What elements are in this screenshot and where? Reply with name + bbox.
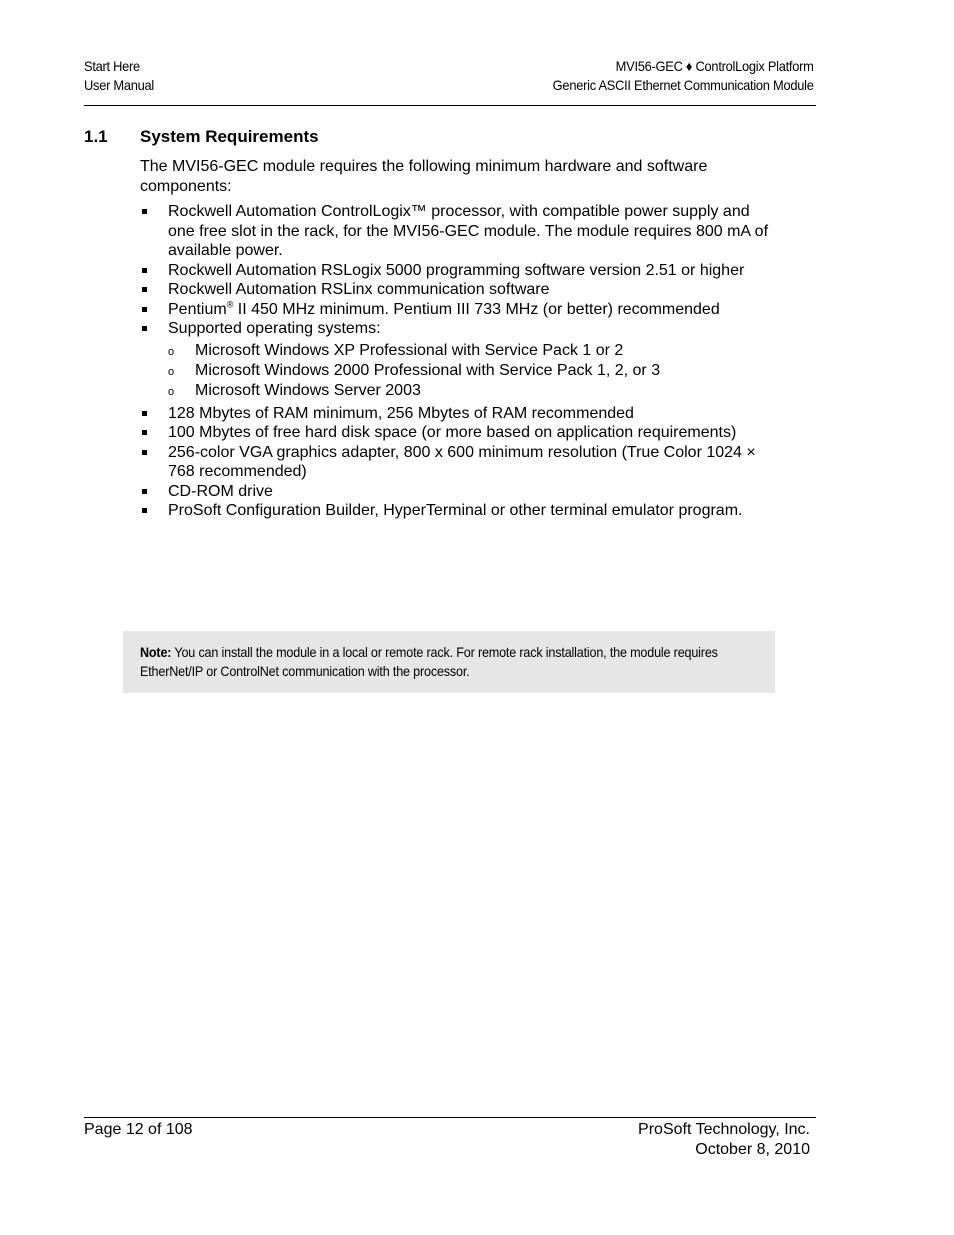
section-title: System Requirements	[140, 127, 319, 146]
header-right	[553, 57, 814, 95]
note-box	[123, 631, 775, 693]
os-list-item	[168, 381, 780, 401]
list-item-text: 256-color VGA graphics adapter, 800 x 600 minimum resolution (True Color 1024 × 768 recommended)	[168, 443, 756, 480]
section-number: 1.1	[84, 127, 108, 146]
header-manual-type: User Manual	[84, 77, 154, 93]
list-item	[140, 423, 780, 443]
page-number: Page 12 of 108	[84, 1121, 193, 1138]
list-item-text: 100 Mbytes of free hard disk space (or more based on application requirements)	[168, 424, 737, 441]
list-item-text: Rockwell Automation RSLinx communication software	[168, 281, 550, 298]
list-item-text: CD-ROM drive	[168, 482, 273, 500]
square-bullet-icon	[142, 209, 147, 214]
note-label: Note:	[140, 644, 172, 660]
header-chapter: Start Here	[84, 58, 140, 74]
square-bullet-icon	[142, 489, 147, 494]
footer-divider	[84, 1117, 816, 1118]
header-divider	[84, 105, 816, 106]
list-item	[140, 501, 780, 521]
os-list-item-text: Microsoft Windows XP Professional with Service Pack 1 or 2	[195, 341, 624, 359]
list-item	[140, 300, 780, 320]
os-list-item-text: Microsoft Windows 2000 Professional with Service Pack 1, 2, or 3	[195, 361, 661, 379]
list-item	[140, 261, 780, 281]
list-item-text: ProSoft Configuration Builder, HyperTerminal or other terminal emulator program.	[168, 502, 743, 519]
circle-bullet-icon: o	[168, 385, 175, 398]
list-item-text: Supported operating systems:	[168, 320, 381, 337]
footer-right	[638, 1120, 810, 1159]
circle-bullet-icon: o	[168, 365, 175, 378]
list-item-text: Rockwell Automation ControlLogix™ processor, with compatible power supply and one free slot in the rack, for the MVI56-GEC module. The module requires 800 mA of available power.	[168, 203, 769, 259]
os-list	[168, 341, 780, 401]
os-list-item-text: Microsoft Windows Server 2003	[195, 381, 421, 399]
list-item	[140, 280, 780, 300]
square-bullet-icon	[142, 508, 147, 513]
square-bullet-icon	[142, 287, 147, 292]
header-product: MVI56-GEC ♦ ControlLogix Platform	[616, 58, 814, 74]
header-left	[84, 57, 154, 95]
list-item	[140, 202, 780, 261]
header-product-description: Generic ASCII Ethernet Communication Module	[553, 77, 814, 93]
note-text: You can install the module in a local or remote rack. For remote rack installation, the module requires EtherNet/IP or ControlNet communication with the processor.	[140, 644, 718, 679]
square-bullet-icon	[142, 411, 147, 416]
registered-mark: ®	[226, 299, 234, 310]
os-list-item	[168, 361, 780, 381]
list-item-text: Rockwell Automation RSLogix 5000 programming software version 2.51 or higher	[168, 261, 745, 279]
list-item	[140, 443, 780, 482]
section-body	[140, 157, 780, 521]
square-bullet-icon	[142, 430, 147, 435]
list-item-text	[168, 301, 720, 318]
section-intro: The MVI56-GEC module requires the following minimum hardware and software components:	[140, 158, 708, 195]
page-header	[84, 57, 816, 105]
publication-date: October 8, 2010	[695, 1140, 810, 1158]
pentium-text: Pentium	[168, 300, 227, 318]
square-bullet-icon	[142, 326, 147, 331]
pentium-details: II 450 MHz minimum. Pentium III 733 MHz (or better) recommended	[233, 300, 720, 318]
list-item	[140, 482, 780, 502]
list-item-text: 128 Mbytes of RAM minimum, 256 Mbytes of RAM recommended	[168, 404, 634, 422]
square-bullet-icon	[142, 268, 147, 273]
company-name: ProSoft Technology, Inc.	[638, 1121, 810, 1138]
square-bullet-icon	[142, 307, 147, 312]
list-item	[140, 319, 780, 401]
square-bullet-icon	[142, 450, 147, 455]
list-item	[140, 404, 780, 424]
os-list-item	[168, 341, 780, 361]
circle-bullet-icon: o	[168, 345, 175, 358]
requirements-list	[140, 202, 780, 521]
note-content	[140, 643, 761, 681]
section-heading	[84, 126, 319, 148]
